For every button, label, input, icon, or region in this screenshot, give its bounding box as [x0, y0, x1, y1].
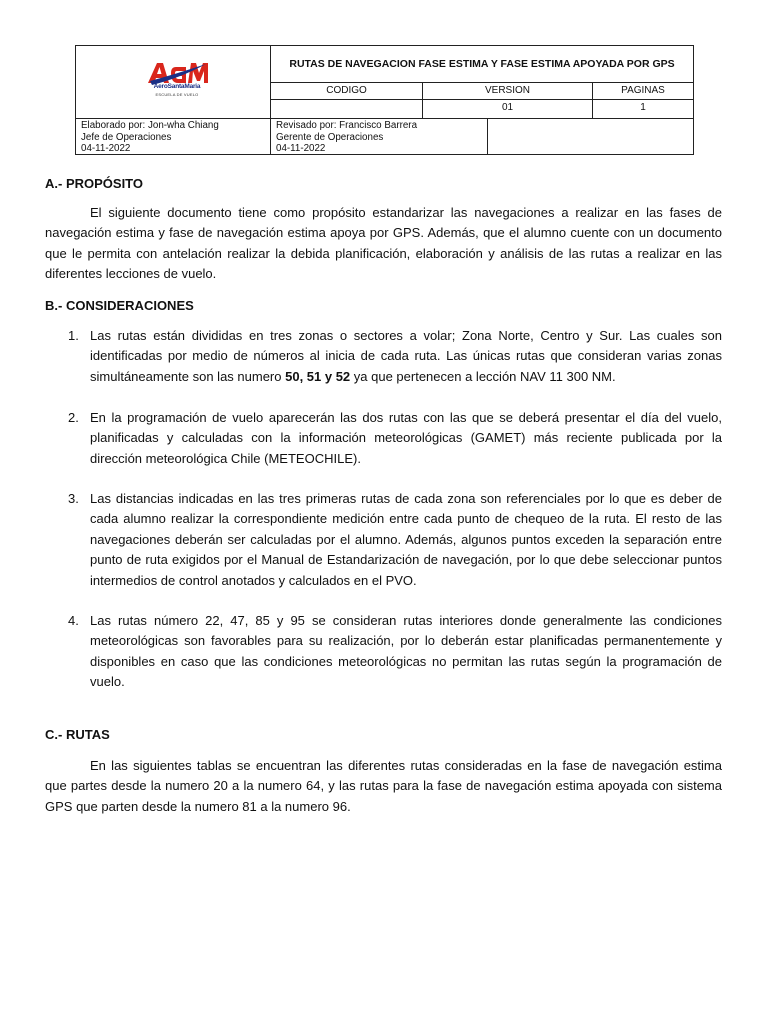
list-item-number: 2. — [68, 410, 79, 425]
codigo-label: CODIGO — [326, 85, 367, 96]
codigo-value — [271, 100, 422, 117]
logo-cell — [76, 46, 270, 118]
revisado-por: Revisado por: Francisco Barrera — [276, 120, 418, 131]
document-title: RUTAS DE NAVEGACION FASE ESTIMA Y FASE ESTIMA APOYADA POR GPS — [289, 58, 675, 70]
logo-wordmark: AeroSantaMaria — [153, 83, 201, 90]
elaborado-cargo: Jefe de Operaciones — [81, 131, 172, 143]
version-value: 01 — [501, 102, 514, 113]
version-label: VERSION — [484, 85, 530, 96]
elaborado-por: Elaborado por: Jon-wha Chiang — [81, 120, 219, 131]
list-item — [68, 489, 722, 591]
list-item — [68, 326, 722, 387]
list-item-text: Las rutas están divididas en tres zonas o sectores a volar; Zona Norte, Centro y Sur. Las cuales son identificadas por medio de números al inicia de cada ruta. Las únicas rutas que consideran varias zonas simultáneamente son las numero 50, 51 y 52 ya que pertenecen a lección NAV 11 300 NM. — [90, 328, 722, 384]
list-item — [68, 611, 722, 693]
section-c-paragraph: En las siguientes tablas se encuentran las diferentes rutas consideradas en la fase de navegación estima que partes desde la numero 20 a la numero 64, y las rutas para la fase de navegación estima apoyada con sistema GPS que parten desde la numero 81 a la numero 96. — [45, 758, 722, 814]
section-a-paragraph: El siguiente documento tiene como propósito estandarizar las navegaciones a realizar en las fases de navegación estima y fase de navegación estima apoya por GPS. Además, que el alumno cuente con un documento que le permita con antelación realizar la debida planificación, elaboración y análisis de las rutas a realizar en las diferentes lecciones de vuelo. — [45, 205, 722, 282]
section-a-heading: A.- PROPÓSITO — [45, 176, 143, 191]
section-b-heading: B.- CONSIDERACIONES — [45, 298, 194, 313]
logo-subtitle: ESCUELA DE VUELO — [155, 92, 199, 97]
list-item-text: Las rutas número 22, 47, 85 y 95 se consideran rutas interiores donde generalmente las condiciones meteorológicas son favorables para su realización, por lo deberán estar planificadas permanentemente y disponibles en caso que las condiciones meteorológicas no permitan las rutas según la programación de vuelo. — [90, 613, 722, 690]
elaborado-block — [76, 119, 270, 155]
elaborado-fecha: 04-11-2022 — [81, 143, 131, 154]
revisado-cargo: Gerente de Operaciones — [276, 131, 384, 143]
list-item-text: En la programación de vuelo aparecerán las dos rutas con las que se deberá presentar el día del vuelo, planificadas y calculadas con la información meteorológicas (GAMET) más reciente publicada por la dirección meteorológica Chile (METEOCHILE). — [90, 410, 722, 466]
list-item-number: 1. — [68, 328, 79, 343]
revisado-block — [271, 119, 487, 155]
list-item-number: 3. — [68, 491, 79, 506]
revisado-fecha: 04-11-2022 — [276, 143, 326, 154]
paginas-value: 1 — [640, 102, 646, 113]
document-header-table — [75, 45, 694, 155]
highlighted-routes: 50, 51 y 52 — [285, 368, 351, 384]
list-item — [68, 408, 722, 469]
paginas-label: PAGINAS — [621, 85, 665, 96]
list-item-number: 4. — [68, 613, 79, 628]
section-c-heading: C.- RUTAS — [45, 727, 110, 742]
list-item-text: Las distancias indicadas en las tres primeras rutas de cada zona son referenciales por lo que es deber de cada alumno realizar la correspondiente medición entre cada punto de chequeo de la ruta. El resto de las navegaciones deberán ser calculadas por el alumno. Además, algunos puntos exceden la separación entre punto de ruta exigidos por el Manual de Estandarización de navegación, por lo que debe seleccionar puntos intermedios de control anotados y calculados en el PVO. — [90, 491, 722, 588]
